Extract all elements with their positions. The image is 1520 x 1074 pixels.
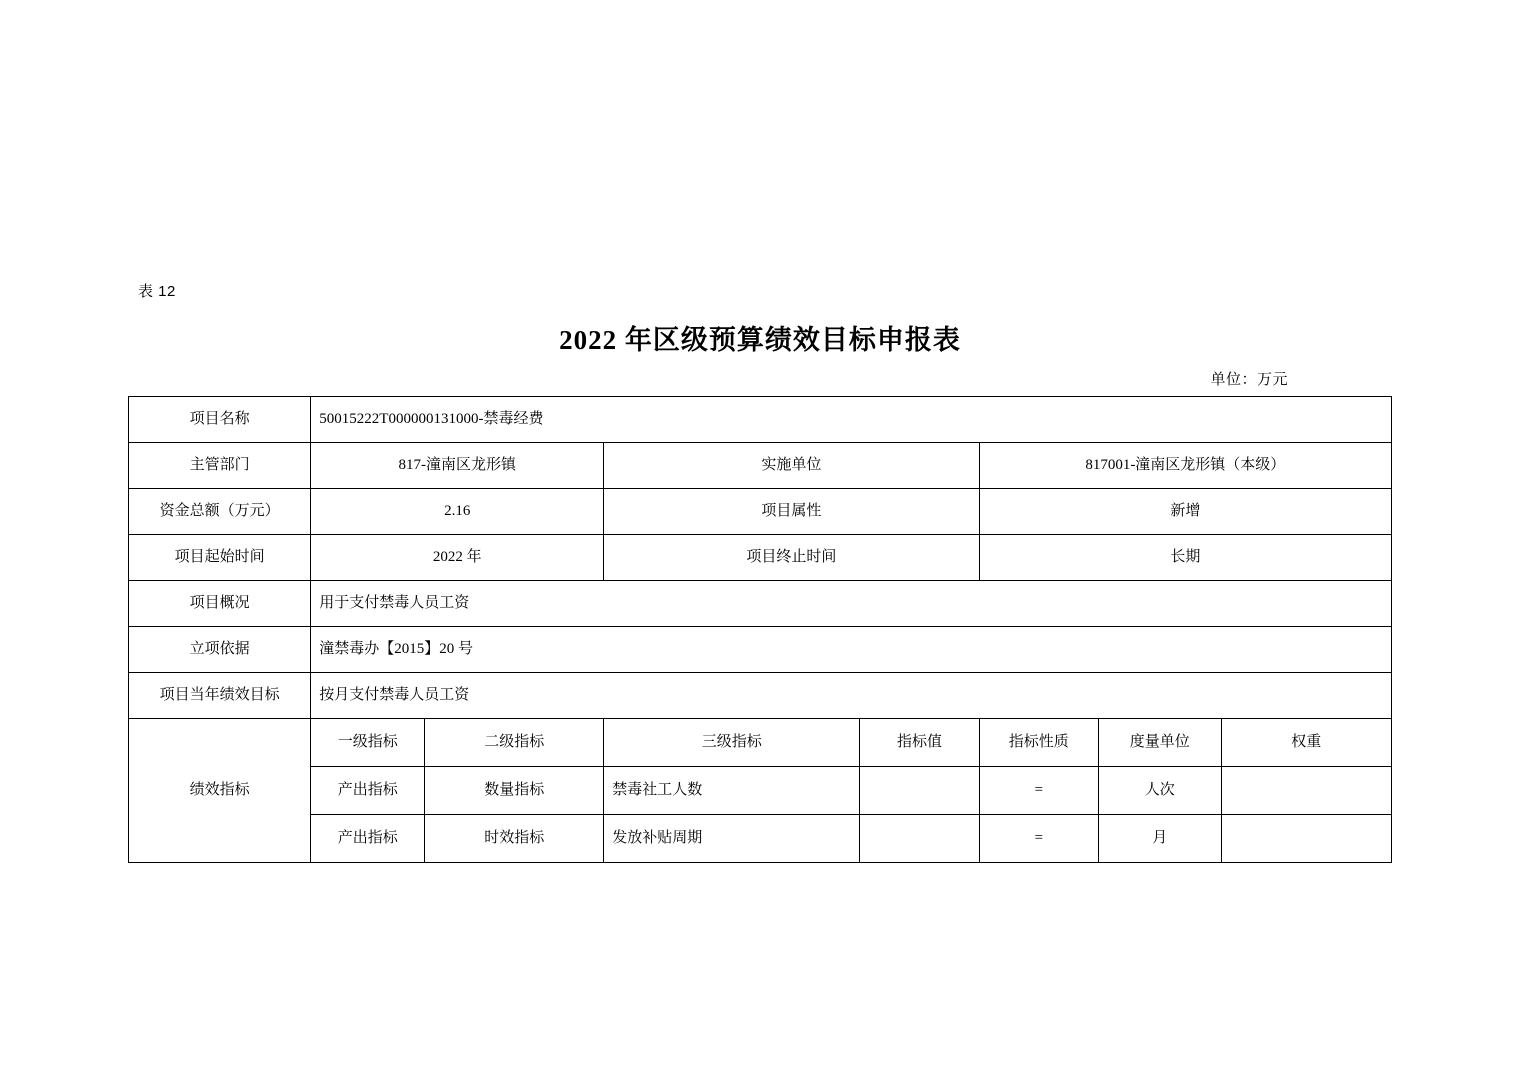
indicator-cell-nature: =: [979, 815, 1098, 863]
indicator-cell-level1: 产出指标: [311, 767, 425, 815]
basis-value: 潼禁毒办【2015】20 号: [311, 627, 1392, 673]
form-number: 表 12: [138, 283, 176, 300]
amount-value: 2.16: [311, 489, 604, 535]
indicator-cell-unit: 月: [1098, 815, 1221, 863]
indicator-cell-level2: 数量指标: [425, 767, 604, 815]
dept-label: 主管部门: [129, 443, 311, 489]
attribute-value: 新增: [979, 489, 1391, 535]
project-name-value: 50015222T000000131000-禁毒经费: [311, 397, 1392, 443]
goal-label: 项目当年绩效目标: [129, 673, 311, 719]
goal-value: 按月支付禁毒人员工资: [311, 673, 1392, 719]
basis-label: 立项依据: [129, 627, 311, 673]
unit-note: 单位：万元: [1210, 372, 1288, 388]
page-title: 2022 年区级预算绩效目标申报表: [559, 325, 961, 355]
overview-label: 项目概况: [129, 581, 311, 627]
indicator-header-weight: 权重: [1221, 719, 1391, 767]
table-row: [129, 443, 1392, 489]
indicator-cell-unit: 人次: [1098, 767, 1221, 815]
indicator-header-level3: 三级指标: [604, 719, 860, 767]
indicator-cell-value: [860, 767, 979, 815]
indicator-cell-level1: 产出指标: [311, 815, 425, 863]
table-row: [129, 535, 1392, 581]
indicator-cell-value: [860, 815, 979, 863]
table-row: [129, 673, 1392, 719]
project-name-label: 项目名称: [129, 397, 311, 443]
indicator-header-level2: 二级指标: [425, 719, 604, 767]
end-label: 项目终止时间: [604, 535, 979, 581]
indicator-cell-level3: 发放补贴周期: [604, 815, 860, 863]
performance-target-table: [128, 396, 1392, 863]
table-row: [129, 627, 1392, 673]
table-row: [129, 581, 1392, 627]
indicator-cell-nature: =: [979, 767, 1098, 815]
dept-value: 817-潼南区龙形镇: [311, 443, 604, 489]
end-value: 长期: [979, 535, 1391, 581]
amount-label: 资金总额（万元）: [129, 489, 311, 535]
impl-unit-value: 817001-潼南区龙形镇（本级）: [979, 443, 1391, 489]
indicator-cell-level3: 禁毒社工人数: [604, 767, 860, 815]
overview-value: 用于支付禁毒人员工资: [311, 581, 1392, 627]
indicator-cell-weight: [1221, 767, 1391, 815]
indicator-cell-weight: [1221, 815, 1391, 863]
start-label: 项目起始时间: [129, 535, 311, 581]
indicator-header-level1: 一级指标: [311, 719, 425, 767]
indicator-header-unit: 度量单位: [1098, 719, 1221, 767]
table-row: [129, 815, 1392, 863]
indicator-label: 绩效指标: [129, 719, 311, 863]
table-row: [129, 719, 1392, 767]
indicator-cell-level2: 时效指标: [425, 815, 604, 863]
table-row: [129, 397, 1392, 443]
indicator-header-value: 指标值: [860, 719, 979, 767]
start-value: 2022 年: [311, 535, 604, 581]
impl-unit-label: 实施单位: [604, 443, 979, 489]
table-row: [129, 489, 1392, 535]
indicator-header-nature: 指标性质: [979, 719, 1098, 767]
attribute-label: 项目属性: [604, 489, 979, 535]
table-row: [129, 767, 1392, 815]
